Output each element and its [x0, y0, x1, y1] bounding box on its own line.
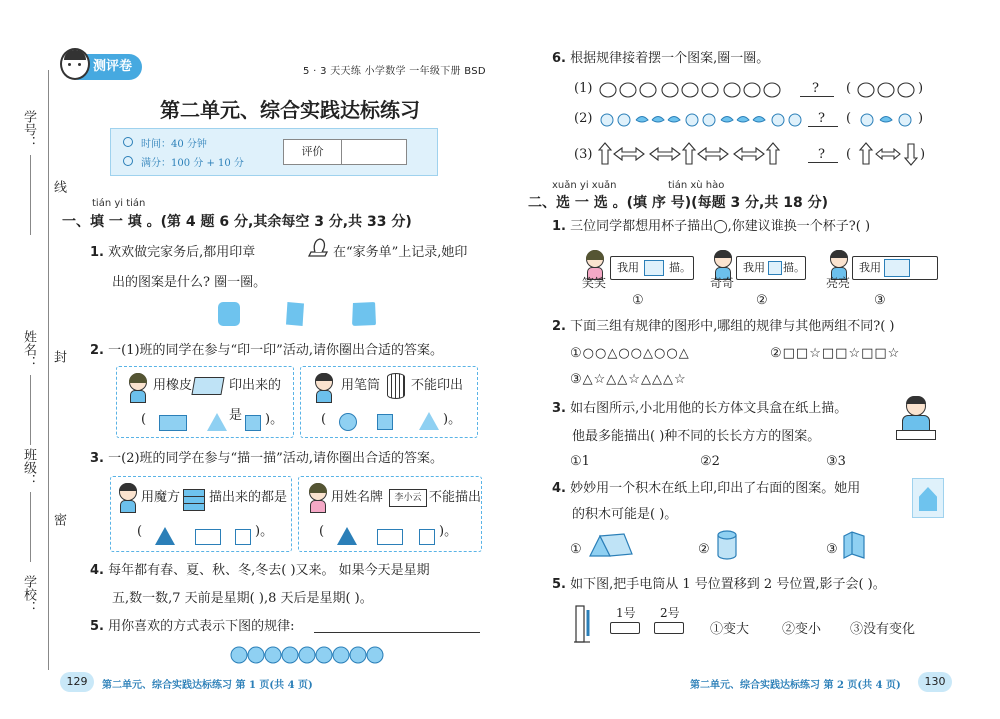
s2q5-text: 如下图,把手电筒从 1 号位置移到 2 号位置,影子会( )。: [570, 577, 886, 592]
stamp-icon: [305, 236, 331, 260]
s2q2-opt3[interactable]: ③△☆△△☆△△△☆: [570, 372, 687, 387]
s2q5-number: 5.: [552, 577, 566, 592]
s2q4-opt3[interactable]: ③: [826, 542, 838, 557]
option-triangle[interactable]: [419, 412, 439, 430]
q2-left-paren-close: )。: [265, 412, 284, 427]
footer-right: 第二单元、综合实践达标练习 第 2 页(共 4 页): [690, 680, 901, 691]
s2q3-opt2[interactable]: ②2: [700, 454, 720, 469]
section2-pinyin-a: xuǎn yi xuǎn: [552, 180, 617, 191]
q6-row1-open: (: [846, 81, 852, 96]
section1-title: 一、填 一 填 。(第 4 题 6 分,其余每空 3 分,共 33 分): [62, 214, 412, 230]
section2-pinyin-b: tián xù hào: [668, 180, 725, 191]
s2q5-question: [552, 570, 886, 600]
q3-right-b: 不能描出: [429, 490, 482, 505]
q2-right-a: 用笔筒: [341, 378, 381, 393]
q3-left-box: [110, 476, 292, 552]
q3-right-paren-open: (: [319, 524, 325, 539]
cup-icon-2: [768, 261, 782, 275]
q2-right-paren-open: (: [321, 412, 327, 427]
nameplate-icon: 李小云: [389, 489, 427, 507]
speech-3-a: 我用: [859, 261, 881, 274]
q3-left-b: 描出来的都是: [209, 490, 288, 505]
s2q4-text-a: 妙妙用一个积木在纸上印,印出了右面的图案。她用: [570, 481, 861, 496]
option-square[interactable]: [235, 529, 251, 545]
q2-right-paren-close: )。: [443, 412, 462, 427]
position-1-label: 1号: [616, 606, 636, 620]
name-label: 姓名：: [21, 330, 36, 369]
q5-answer-line[interactable]: [314, 632, 480, 633]
s2q5-opt1[interactable]: ①变大: [710, 622, 750, 637]
speech-2-b: 描。: [783, 261, 805, 274]
clock-icon: [123, 137, 133, 147]
apple-pattern-row: [230, 642, 390, 664]
time-limit: 时间：40 分钟: [141, 139, 207, 150]
cup-icon-1: [644, 260, 664, 276]
option-triangle[interactable]: [155, 527, 175, 545]
page-number-right: 130: [918, 672, 952, 692]
q2-question: [90, 336, 443, 366]
option-square[interactable]: [419, 529, 435, 545]
mascot-icon: [60, 48, 90, 80]
q1-line1b: 在“家务单”上记录,她印: [333, 245, 468, 260]
s2q1-text: 三位同学都想用杯子描出◯,你建议谁换一个杯子?( ): [570, 219, 871, 234]
q6-row3-label: (3): [574, 147, 593, 162]
q6-row3-open: (: [846, 147, 852, 162]
girl-avatar: [307, 483, 329, 513]
q5-text: 用你喜欢的方式表示下图的规律:: [108, 619, 295, 634]
speech-1-a: 我用: [617, 261, 639, 274]
series-label: 5 · 3 天天练 小学数学 一年级下册 BSD: [303, 66, 486, 77]
margin-mark-xian: 线: [51, 180, 66, 193]
q1-line1: [90, 238, 255, 268]
name-field[interactable]: [30, 375, 31, 445]
option-square[interactable]: [377, 414, 393, 430]
stamp-shape-rect[interactable]: [286, 302, 304, 326]
section1-pinyin: tián yi tián: [92, 198, 146, 209]
eraser-icon: [191, 377, 224, 395]
q3-right-paren-close: )。: [439, 524, 458, 539]
q6-row2-open: (: [846, 111, 852, 126]
q3-question: [90, 444, 443, 474]
class-field[interactable]: [30, 492, 31, 562]
q3-text: 一(2)班的同学在参与“描一描”活动,请你圈出合适的答案。: [108, 451, 443, 466]
q4-number: 4.: [90, 563, 104, 578]
s2q3-number: 3.: [552, 401, 566, 416]
q3-left-paren-close: )。: [255, 524, 274, 539]
rubiks-cube-icon: [183, 489, 205, 511]
q6-row1-label: (1): [574, 81, 593, 96]
s2q1-number: 1.: [552, 219, 566, 234]
option-rectangle[interactable]: [159, 415, 187, 431]
class-label: 班级：: [21, 448, 36, 487]
q3-number: 3.: [90, 451, 104, 466]
s2q4-line2: 的积木可能是( )。: [572, 507, 678, 522]
boy-avatar: [117, 483, 139, 513]
q6-number: 6.: [552, 51, 566, 66]
option-circle[interactable]: [339, 413, 357, 431]
hand-pattern-row: [598, 80, 802, 100]
option-triangle[interactable]: [337, 527, 357, 545]
evaluation-box[interactable]: [283, 139, 407, 165]
full-score: 满分：100 分 + 10 分: [141, 158, 244, 169]
s2q2-opt1[interactable]: ①○○△○○△○○△: [570, 346, 690, 361]
kid-liangliang-name: 亮亮: [826, 276, 851, 290]
s2q2-number: 2.: [552, 319, 566, 334]
q3-right-box: [298, 476, 482, 552]
check-icon: [123, 156, 133, 166]
s2q4-opt2[interactable]: ②: [698, 542, 710, 557]
q2-left-box: [116, 366, 294, 438]
q6-row2-close: ): [918, 111, 924, 126]
kid-qiqi-name: 奇奇: [710, 276, 735, 290]
s2q5-opt2[interactable]: ②变小: [782, 622, 822, 637]
q6-row3-choices[interactable]: [858, 142, 918, 166]
s2q4-number: 4.: [552, 481, 566, 496]
s2q3-text-a: 如右图所示,小北用他的长方体文具盒在纸上描。: [570, 401, 848, 416]
evaluation-label: 评价: [284, 140, 342, 164]
s2q1-question: [552, 212, 870, 242]
kid-xiaoxiao-name: 笑笑: [582, 276, 607, 290]
pen-holder-icon: [387, 373, 405, 399]
s2q2-opt2[interactable]: ②□□☆□□☆□□☆: [770, 346, 901, 361]
q1-text-a: 欢欢做完家务后,都用印章: [108, 245, 256, 260]
q4-text-a: 每年都有春、夏、秋、冬,冬去( )又来。 如果今天是星期: [108, 563, 430, 578]
margin-mark-mi: 密: [51, 513, 66, 526]
cup-icon-3: [884, 259, 910, 277]
q2-right-box: [300, 366, 478, 438]
girl-avatar: [127, 373, 149, 403]
q6-row3-question-mark: ?: [818, 147, 825, 162]
speech-2-a: 我用: [743, 261, 765, 274]
s2q5-opt3[interactable]: ③没有变化: [850, 622, 916, 637]
q3-left-a: 用魔方: [141, 490, 181, 505]
stamp-shape-square[interactable]: [352, 302, 376, 326]
q2-left-a: 用橡皮: [153, 378, 193, 393]
shadow-screen-illustration: [574, 604, 604, 646]
q2-left-b: 印出来的是: [229, 378, 282, 423]
s2q1-opt2[interactable]: ②: [756, 293, 768, 308]
printed-pattern-illustration: [912, 478, 944, 518]
q3-right-a: 用姓名牌: [331, 490, 384, 505]
pentagonal-prism-icon: [842, 530, 866, 560]
q6-text: 根据规律接着摆一个图案,圈一圈。: [570, 51, 770, 66]
q4-line2: 五,数一数,7 天前是星期( ),8 天后是星期( )。: [112, 591, 373, 606]
q5-number: 5.: [90, 619, 104, 634]
s2q3-line1: [552, 394, 847, 424]
s2q3-line2: 他最多能描出( )种不同的长长方方的图案。: [572, 429, 821, 444]
s2q1-opt3[interactable]: ③: [874, 293, 886, 308]
s2q4-opt1[interactable]: ①: [570, 542, 582, 557]
option-rectangle[interactable]: [377, 529, 403, 545]
info-box: [110, 128, 438, 176]
binding-line: [48, 70, 49, 670]
margin-mark-feng: 封: [51, 350, 66, 363]
speech-1-b: 描。: [669, 261, 691, 274]
triangular-prism-icon: [588, 532, 634, 558]
section2-title: 二、选 一 选 。(填 序 号)(每题 3 分,共 18 分): [528, 195, 829, 211]
q6-row2-question-mark: ?: [818, 111, 825, 126]
stamp-shape-rounded[interactable]: [218, 302, 240, 326]
s2q1-opt1[interactable]: ①: [632, 293, 644, 308]
q2-right-b: 不能印出: [411, 378, 464, 393]
footer-left: 第二单元、综合实践达标练习 第 1 页(共 4 页): [102, 680, 313, 691]
q3-left-paren-open: (: [137, 524, 143, 539]
q6-row1-close: ): [918, 81, 924, 96]
q6-row2-choices[interactable]: [858, 110, 914, 130]
boy-drawing-illustration: [896, 396, 936, 442]
q4-line1: [90, 556, 430, 586]
q2-left-paren-open: (: [141, 412, 147, 427]
s2q2-text: 下面三组有规律的图形中,哪组的规律与其他两组不同?( ): [570, 319, 895, 334]
q6-question: [552, 44, 769, 74]
flower-bird-pattern-row: [598, 110, 808, 130]
option-square[interactable]: [245, 415, 261, 431]
school-label: 学校：: [21, 575, 36, 614]
s2q3-opt1[interactable]: ①1: [570, 454, 590, 469]
s2q2-question: [552, 312, 895, 342]
page-title: 第二单元、综合实践达标练习: [160, 98, 420, 122]
q6-row3-close: ): [920, 147, 926, 162]
arrow-pattern-row: [598, 142, 810, 166]
q2-number: 2.: [90, 343, 104, 358]
student-id-label: 学号：: [21, 110, 36, 149]
option-rectangle[interactable]: [195, 529, 221, 545]
student-id-field[interactable]: [30, 155, 31, 235]
boy-avatar: [313, 373, 335, 403]
q6-row2-label: (2): [574, 111, 593, 126]
test-badge: 测评卷: [66, 54, 142, 80]
q2-text: 一(1)班的同学在参与“印一印”活动,请你圈出合适的答案。: [108, 343, 443, 358]
option-triangle[interactable]: [207, 413, 227, 431]
q5-question: [90, 612, 295, 642]
flashlight-1-icon: [610, 622, 640, 634]
page-number-left: 129: [60, 672, 94, 692]
position-2-label: 2号: [660, 606, 680, 620]
q1-number: 1.: [90, 245, 104, 260]
q1-line2: 出的图案是什么? 圈一圈。: [112, 275, 267, 290]
cylinder-icon: [716, 530, 738, 560]
q6-row1-choices[interactable]: [856, 80, 916, 100]
flashlight-2-icon: [654, 622, 684, 634]
q6-row1-question-mark: ?: [812, 81, 819, 96]
s2q3-opt3[interactable]: ③3: [826, 454, 846, 469]
